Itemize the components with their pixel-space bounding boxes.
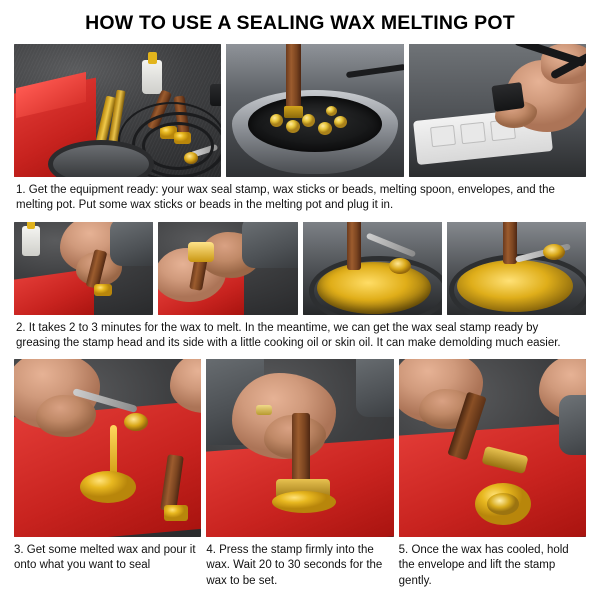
- photo-oil-and-stamp: [14, 222, 153, 315]
- photo-melted-wax-in-pot: [447, 222, 586, 315]
- photo-finished-seal: [399, 359, 586, 537]
- step-5-caption: 5. Once the wax has cooled, hold the envelope and lift the stamp gently.: [398, 544, 569, 587]
- page-title: HOW TO USE A SEALING WAX MELTING POT: [85, 12, 515, 34]
- photo-greasing-stamp-head: [158, 222, 297, 315]
- photo-pressing-stamp: [206, 359, 393, 537]
- photo-equipment-layout: [14, 44, 221, 177]
- step-2-photo-row: [14, 222, 586, 315]
- step-1-photo-row: [14, 44, 586, 177]
- step-1-caption: 1. Get the equipment ready: your wax seal stamp, wax sticks or beads, melting spoon, envelopes, and the melting pot. Put some wax sticks or beads in the melting pot and plug it in.: [16, 184, 555, 212]
- photo-pouring-wax: [14, 359, 201, 537]
- photo-spoon-lifting-wax: [303, 222, 442, 315]
- photo-pot-with-beads: [226, 44, 403, 177]
- step-3-caption: 3. Get some melted wax and pour it onto what you want to seal: [14, 544, 196, 572]
- steps-3-5-photo-row: [14, 359, 586, 537]
- step-4-caption: 4. Press the stamp firmly into the wax. Wait 20 to 30 seconds for the wax to be set.: [206, 544, 383, 587]
- step-2-caption: 2. It takes 2 to 3 minutes for the wax to melt. In the meantime, we can get the wax seal stamp ready by greasing the stamp head and its side with a little cooking oil or skin oil. It can make demolding much easier.: [16, 321, 561, 349]
- photo-plug-into-power-strip: [409, 44, 586, 177]
- steps-3-5-caption-row: [14, 543, 586, 589]
